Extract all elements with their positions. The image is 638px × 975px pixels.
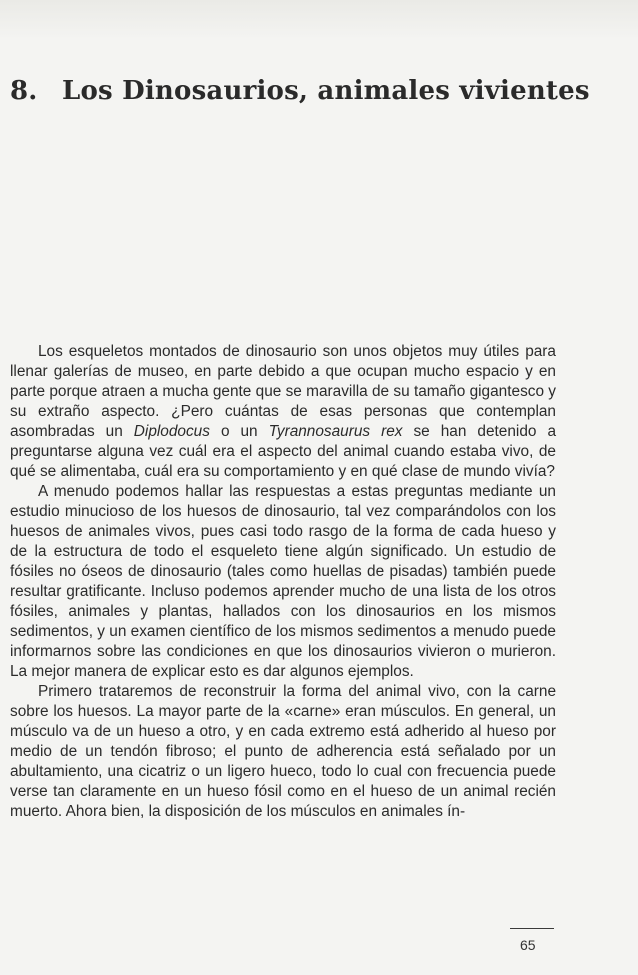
chapter-heading: [10, 76, 610, 106]
paragraph-1: [10, 342, 556, 482]
paragraph-1-part: se han detenido a preguntarse alguna vez cuál era el aspecto del animal cuando estaba vivo, de qué se alimentaba, cuál era su comportamiento y en qué clase de mundo vivía?: [10, 423, 556, 480]
paragraph-2: A menudo podemos hallar las respuestas a estas preguntas mediante un estudio minucioso de los huesos de dinosaurio, tal vez comparándolos con los huesos de animales vivos, pues casi todo rasgo de la forma de cada hueso y de la estructura de todo el esqueleto tiene algún significado. Un estudio de fósiles no óseos de dinosaurio (tales como huellas de pisadas) también puede resultar gratificante. Incluso podemos aprender mucho de una lista de los otros fósiles, animales y plantas, hallados con los dinosaurios en los mismos sedimentos, y un examen científico de los mismos sedimentos a menudo puede informarnos sobre las condiciones en que los dinosaurios vivieron o murieron. La mejor manera de explicar esto es dar algunos ejemplos.: [10, 483, 556, 680]
taxon-name: Diplodocus: [133, 423, 210, 440]
taxon-name: Tyrannosaurus rex: [268, 423, 403, 440]
paragraph-3: Primero trataremos de reconstruir la forma del animal vivo, con la carne sobre los huesos. La mayor parte de la «carne» eran músculos. En general, un músculo va de un hueso a otro, y en cada extremo está adherido al hueso por medio de un tendón fibroso; el punto de adherencia está señalado por un abultamiento, una cicatriz o un ligero hueco, todo lo cual con frecuencia puede verse tan claramente en un hueso fósil como en el hueso de un animal recién muerto. Ahora bien, la disposición de los músculos en animales ín-: [10, 683, 556, 820]
paragraph-1-part: Los esqueletos montados de dinosaurio son unos objetos muy útiles para llenar galerías de museo, en parte debido a que ocupan mucho espacio y en parte porque atraen a mucha gente que se maravilla de su tamaño gigantesco y su extraño aspecto. ¿Pero cuántas de esas personas que contemplan asombradas un: [10, 343, 556, 440]
paragraph-1-part: o un: [209, 423, 269, 440]
chapter-number: 8.: [10, 76, 38, 106]
page-top-shading: [0, 0, 638, 40]
footer-rule: [510, 928, 554, 929]
body-text: [10, 342, 556, 822]
chapter-title: Los Dinosaurios, animales vivientes: [62, 76, 590, 106]
page-number: 65: [520, 937, 536, 953]
